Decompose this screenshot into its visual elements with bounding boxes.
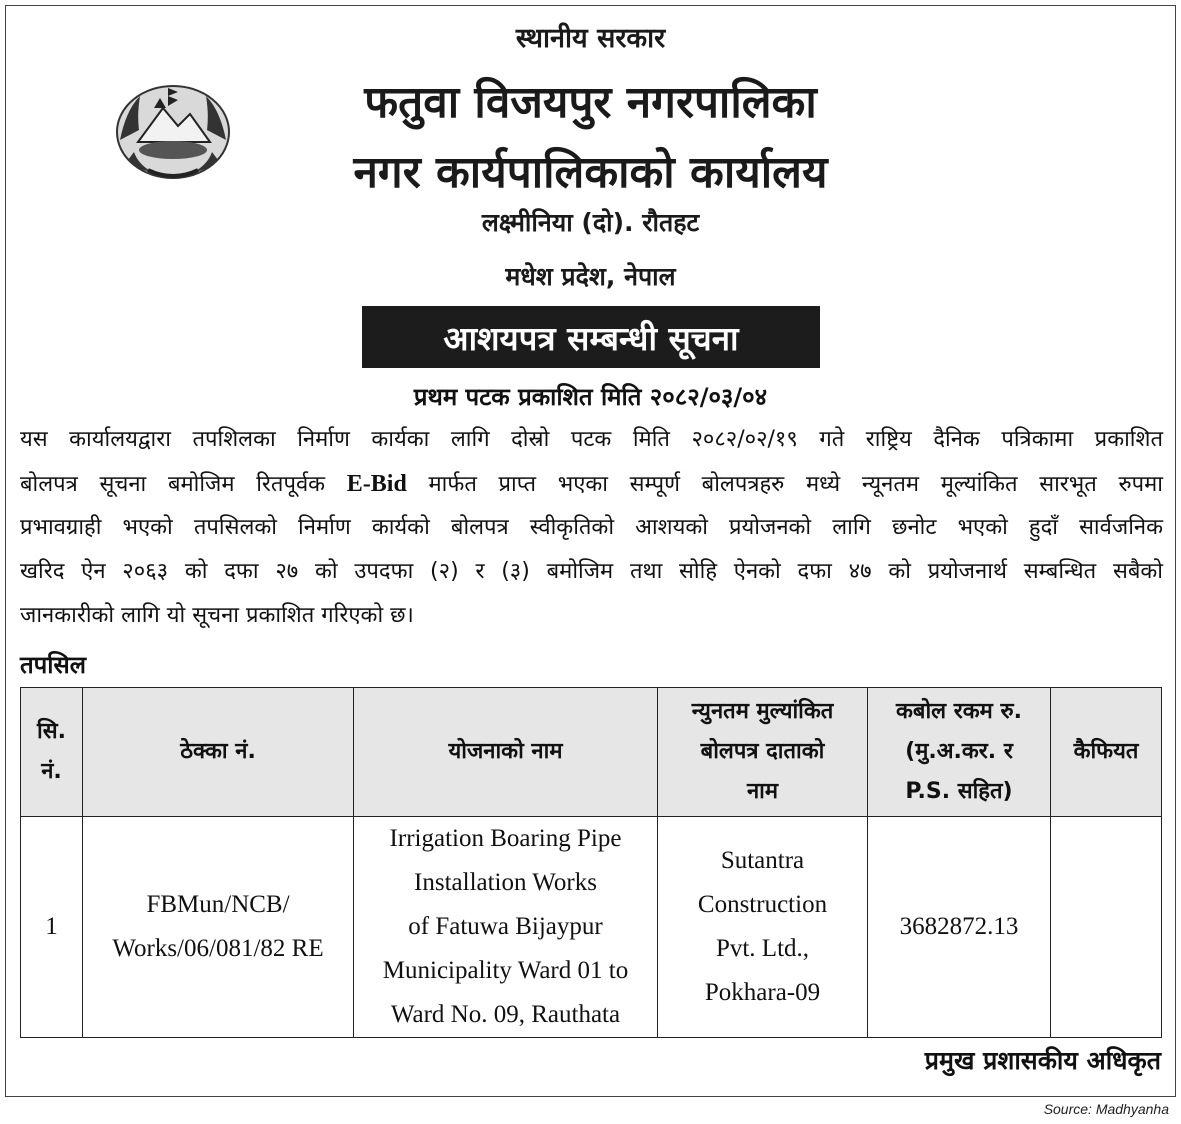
- body-line-1: यस कार्यालयद्वारा तपशिलका निर्माण कार्यका लागि दोस्रो पटक मिति २०८२/०२/१९ गते राष्ट्रिय दैनिक पत्रिकामा प्रकाशित: [20, 427, 1163, 452]
- body-line-5: जानकारीको लागि यो सूचना प्रकाशित गरिएको छ।: [20, 603, 414, 628]
- address-line-1: लक्ष्मीनिया (दो). रौतहट: [481, 208, 700, 237]
- address-line-2: मधेश प्रदेश, नेपाल: [505, 262, 676, 291]
- published-date: प्रथम पटक प्रकाशित मिति २०८२/०३/०४: [413, 383, 768, 411]
- cell-contract-no: FBMun/NCB/ Works/06/081/82 RE: [83, 817, 354, 1038]
- header-amount: कबोल रकम रु. (मु.अ.कर. र P.S. सहित): [868, 688, 1051, 817]
- cell-remarks: [1051, 817, 1162, 1038]
- header-project-name: योजनाको नाम: [354, 688, 658, 817]
- cell-amount: 3682872.13: [868, 817, 1051, 1038]
- notice-title: आशयपत्र सम्बन्धी सूचना: [443, 318, 739, 358]
- contract-table: [20, 687, 1162, 1038]
- body-line-3: प्रभावग्राही भएको तपसिलको निर्माण कार्यको बोलपत्र स्वीकृतिको आशयको प्रयोजनको लागि छनोट भएको हुदाँ सार्वजनिक: [20, 515, 1163, 540]
- source-credit: Source: Madhyanha: [1043, 1101, 1169, 1117]
- notice-title-banner: [362, 306, 820, 368]
- body-line-4: खरिद ऐन २०६३ को दफा २७ को उपदफा (२) र (३) बमोजिम तथा सोहि ऐनको दफा ४७ को प्रयोजनार्थ सम्बन्धित सबैको: [20, 559, 1163, 584]
- header-sn: सि. नं.: [21, 688, 83, 817]
- header-contract-no: ठेक्का नं.: [83, 688, 354, 817]
- cell-project-name: Irrigation Boaring Pipe Installation Works of Fatuwa Bijaypur Municipality Ward 01 to Ward No. 09, Rauthata: [354, 817, 658, 1038]
- header-bidder: न्युनतम मुल्यांकित बोलपत्र दाताको नाम: [658, 688, 868, 817]
- body-line-2-a: बोलपत्र सूचना बमोजिम रितपूर्वक: [20, 472, 326, 497]
- table-row: [21, 817, 1162, 1038]
- table-header-row: [21, 688, 1162, 817]
- municipality-name: फतुवा विजयपुर नगरपालिका: [364, 77, 817, 128]
- cell-bidder: Sutantra Construction Pvt. Ltd., Pokhara-09: [658, 817, 868, 1038]
- signatory: प्रमुख प्रशासकीय अधिकृत: [924, 1046, 1161, 1075]
- body-line-2: [20, 462, 1163, 507]
- office-name: नगर कार्यपालिकाको कार्यालय: [353, 147, 828, 198]
- cell-sn: 1: [21, 817, 83, 1038]
- ebid-label: E-Bid: [346, 471, 407, 497]
- header-remarks: कैफियत: [1051, 688, 1162, 817]
- body-line-2-b: मार्फत प्राप्त भएका सम्पूर्ण बोलपत्रहरु मध्ये न्यूनतम मूल्यांकित सारभूत रुपमा: [428, 472, 1163, 497]
- header-local-government: स्थानीय सरकार: [515, 23, 666, 54]
- table-caption: तपसिल: [20, 651, 87, 679]
